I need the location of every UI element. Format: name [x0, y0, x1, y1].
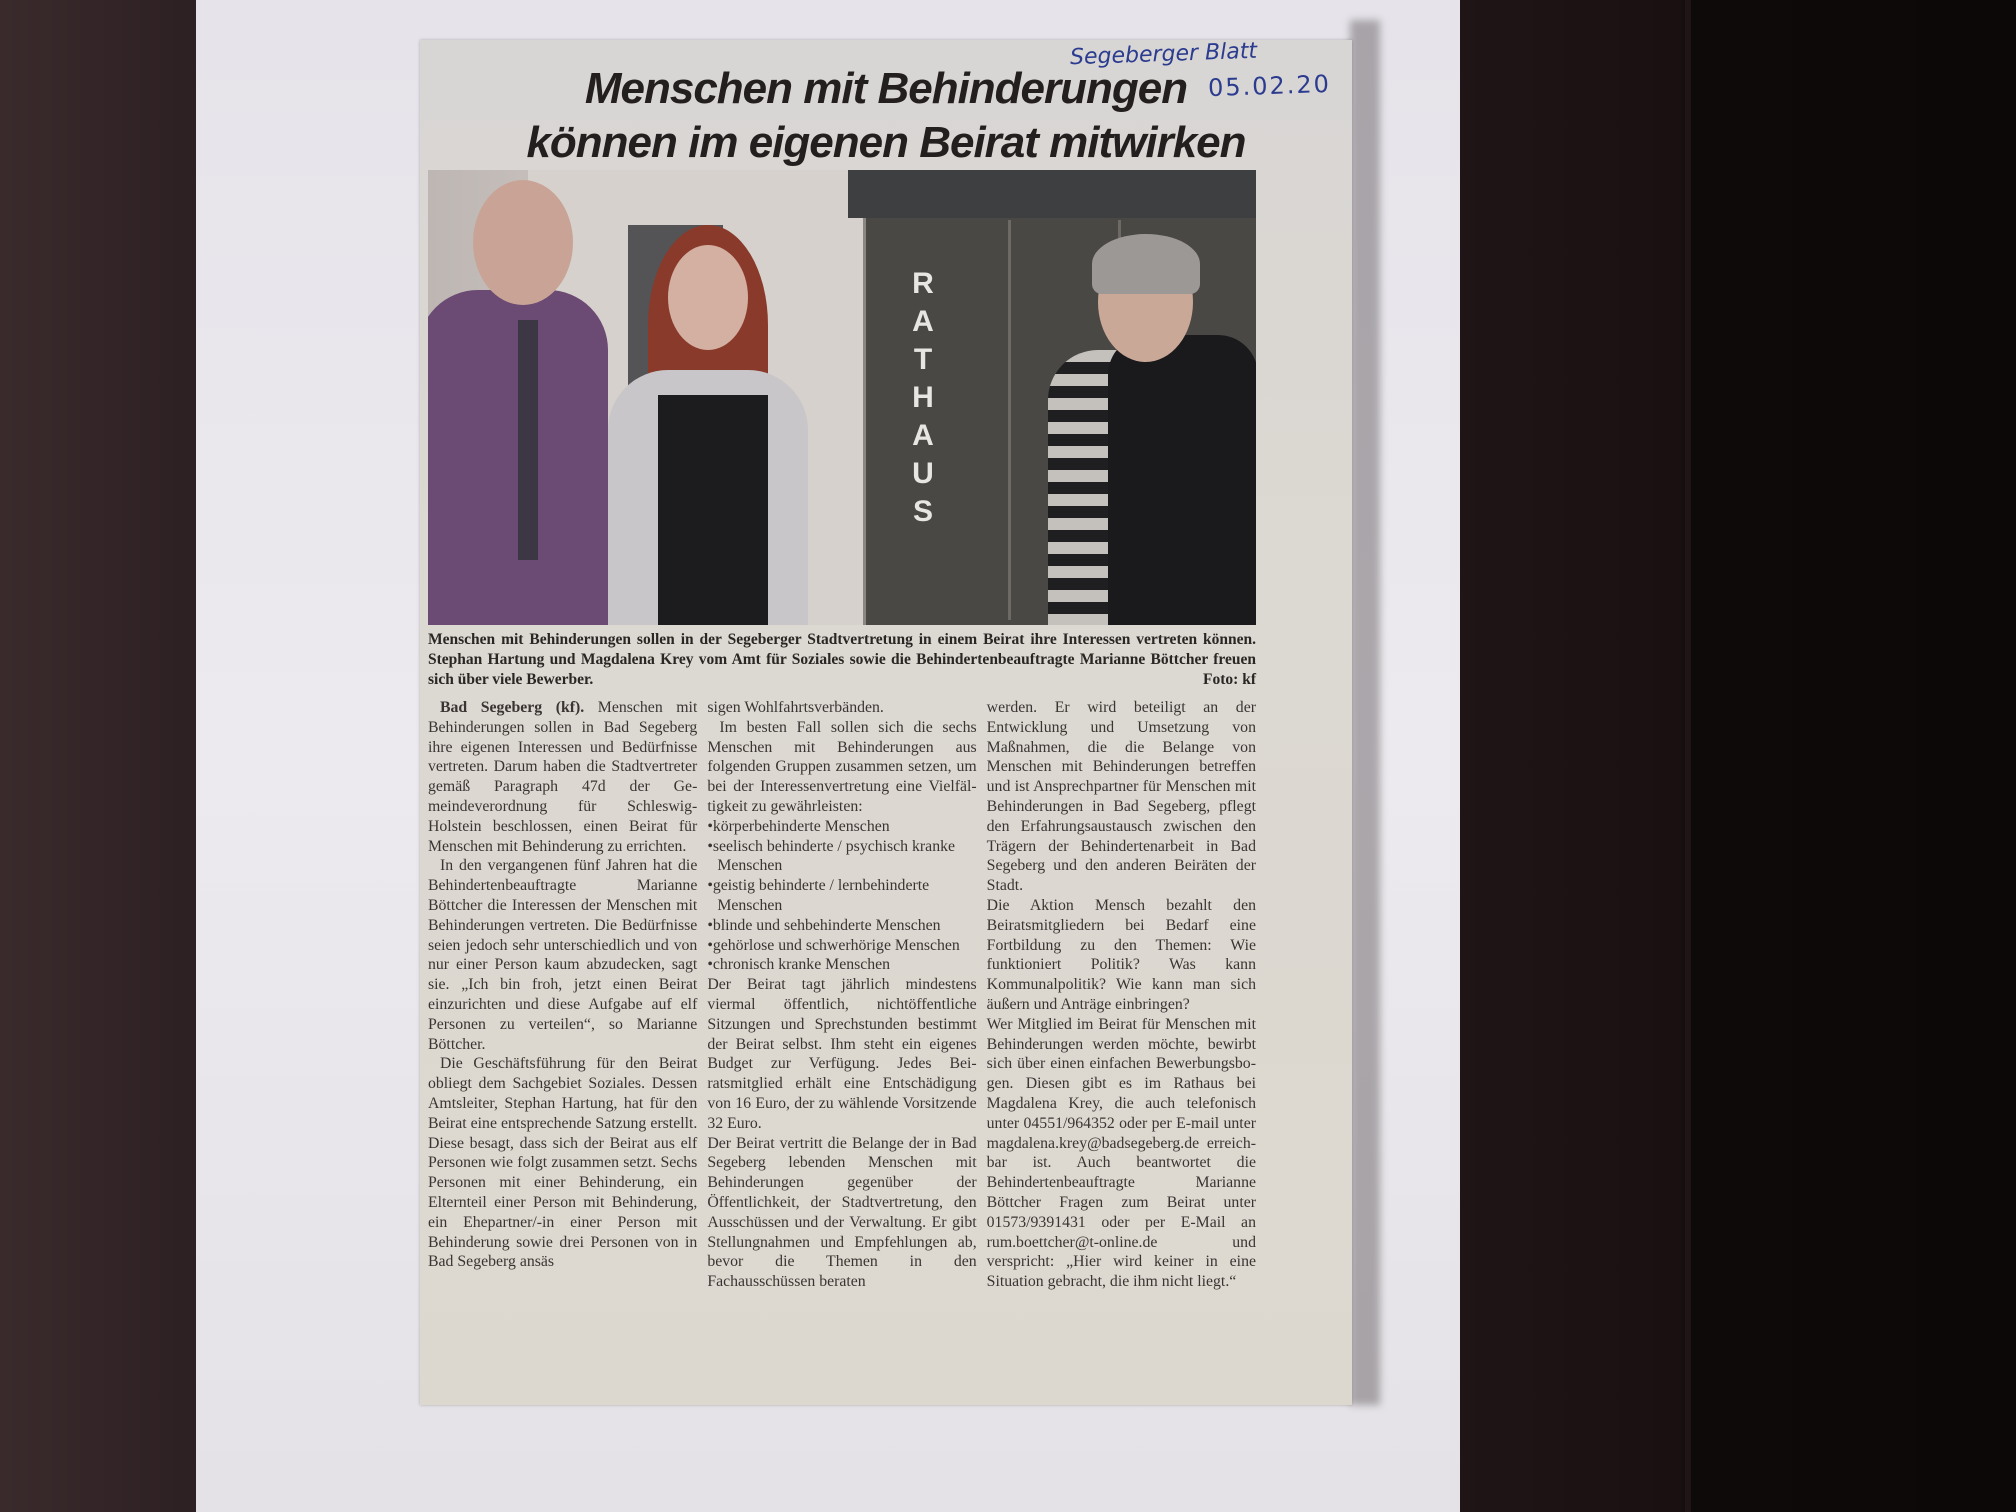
person-man-head	[473, 180, 573, 305]
person-older-woman-hair	[1092, 234, 1200, 294]
headline-line-2: können im eigenen Beirat mitwirken	[526, 118, 1246, 167]
list-item: • chronisch kranke Menschen	[707, 955, 976, 975]
door-frame	[1008, 220, 1011, 620]
article-body	[428, 698, 1256, 1292]
rathaus-sign	[908, 265, 938, 531]
sign-letter: T	[913, 343, 933, 376]
list-item: • blinde und sehbehinderte Menschen	[707, 916, 976, 936]
paragraph: Die Aktion Mensch bezahlt den Beiratsmitgliedern bei Bedarf eine Fortbildung zu den Themen: Wie funktioniert Politik? Was kann Kommunalpolitik? Wie kann man sich äußern und Anträge einbringen?	[986, 896, 1256, 1013]
headline-line-1: Menschen mit Behinderungen	[584, 64, 1188, 113]
paragraph: Im besten Fall sollen sich die sechs Menschen mit Behinderungen aus folgenden Gruppen zusammen setzen, um bei der Interessenvertretung eine Vielfältigkeit zu gewährleisten:	[707, 718, 977, 815]
paragraph: werden. Er wird beteiligt an der Entwicklung und Umsetzung von Maßnahmen, die die Belange von Menschen mit Behinderungen betreffen und ist Ansprechpartner für Menschen mit Behinderungen in Bad Segeberg, pflegt den Erfahrungsaustausch zwischen den Trägern der Behindertenarbeit in Bad Segeberg und den anderen Beiräten der Stadt.	[986, 699, 1256, 895]
paragraph: Menschen mit Behinderungen sollen in Bad Segeberg ihre eigenen Interessen und Bedürfnisse vertreten. Darum haben die Stadtvertreter gemäß Paragraph 47d der Gemeindeverordnung für Schleswig-Holstein beschlossen, einen Beirat für Menschen mit Behinderung zu errichten.	[428, 699, 698, 855]
sign-letter: S	[912, 495, 933, 528]
photo-caption	[428, 630, 1256, 690]
paragraph: Der Beirat tagt jährlich mindestens viermal öffentlich, nichtöffentliche Sitzungen und Sprechstunden bestimmt der Beirat selbst. Ihm steht ein eigenes Budget zur Verfügung. Jedes Beiratsmitglied erhält eine Entschädigung von 16 Euro, der zu wählende Vorsitzende 32 Euro.	[707, 976, 977, 1132]
group-list	[707, 817, 976, 975]
person-older-woman-scarf	[1108, 335, 1256, 625]
article-headline	[420, 62, 1352, 170]
clipping-shadow	[1350, 20, 1380, 1405]
list-item: • körperbehinderte Menschen	[707, 817, 976, 837]
newspaper-clipping	[420, 40, 1352, 1405]
photo-credit: Foto: kf	[1203, 671, 1256, 688]
handwritten-source: Segeberger Blatt	[1069, 38, 1258, 71]
sign-letter: A	[912, 419, 934, 452]
entrance-canopy	[848, 170, 1256, 218]
handwritten-date: 05.02.20	[1207, 69, 1332, 103]
paragraph: Wer Mitglied im Beirat für Menschen mit Behinderungen werden möchte, bewirbt sich über einen einfachen Bewerbungsbogen. Diesen gibt es im Rathaus bei Magdalena Krey, die auch telefonisch unter 04551/964352 oder per E-mail unter magdalena.krey@badsegeberg.de erreichbar ist. Auch beantwortet die Behindertenbeauftragte Marianne Böttcher Fragen zum Beirat unter 01573/9391431 oder per E-Mail an rum.boettcher@t-online.de und verspricht: „Hier wird keiner in eine Situation gebracht, die ihm nicht liegt.“	[986, 1015, 1256, 1291]
article-column-3	[987, 698, 1256, 1292]
sign-letter: R	[912, 267, 934, 300]
caption-text: Menschen mit Behinderungen sollen in der Segeberger Stadtvertretung in einem Beirat ihre Interessen vertreten können. Stephan Hartung und Magdalena Krey vom Amt für Soziales sowie die Behindertenbeauftragte Marianne Böttcher freuen sich über viele Bewerber.	[428, 631, 1256, 688]
person-man-tie	[518, 320, 538, 560]
wood-seam	[1685, 0, 1691, 1512]
list-item: • seelisch behinderte / psychisch kranke Menschen	[707, 837, 976, 877]
article-column-1	[428, 698, 697, 1292]
paragraph: Der Beirat vertritt die Belange der in Bad Segeberg lebenden Menschen mit Behinderungen gegenüber der Öffentlichkeit, der Stadtvertretung, den Ausschüssen und der Verwaltung. Er gibt Stellungnahmen und Empfehlungen ab, bevor die Themen in den Fachausschüssen beraten	[707, 1134, 977, 1291]
person-woman-head	[668, 245, 748, 350]
paragraph: sigen Wohlfahrtsverbänden.	[707, 699, 884, 716]
list-item: • geistig behinderte / lernbehinderte Menschen	[707, 876, 976, 916]
sign-letter: A	[912, 305, 934, 338]
paragraph: Die Geschäftsführung für den Beirat obliegt dem Sachgebiet Soziales. Dessen Amtsleiter, Stephan Hartung, hat für den Beirat eine entsprechende Satzung erstellt. Diese besagt, dass sich der Beirat aus elf Personen wie folgt zusammen setzt. Sechs Personen mit einer Behinderung, ein Elternteil einer Person mit Behinderung, ein Ehepartner/-in einer Person mit Behinderung sowie drei Personen von in Bad Segeberg ansäs	[428, 1055, 698, 1271]
paragraph: In den vergangenen fünf Jahren hat die Behindertenbeauftragte Marianne Böttcher die Interessen der Menschen mit Behinderungen vertreten. Die Bedürfnisse seien jedoch sehr unterschiedlich und von nur einer Person kaum abzudecken, sagt sie. „Ich bin froh, jetzt einen Beirat einzurichten und diese Aufgabe auf elf Personen zu verteilen“, so Marianne Böttcher.	[428, 857, 698, 1053]
sign-letter: U	[912, 457, 934, 490]
article-photo	[428, 170, 1256, 625]
dateline: Bad Segeberg (kf).	[440, 699, 585, 716]
article-column-2	[707, 698, 976, 1292]
list-item: • gehörlose und schwerhörige Menschen	[707, 936, 976, 956]
person-woman-dress	[658, 395, 768, 625]
sign-letter: H	[912, 381, 934, 414]
